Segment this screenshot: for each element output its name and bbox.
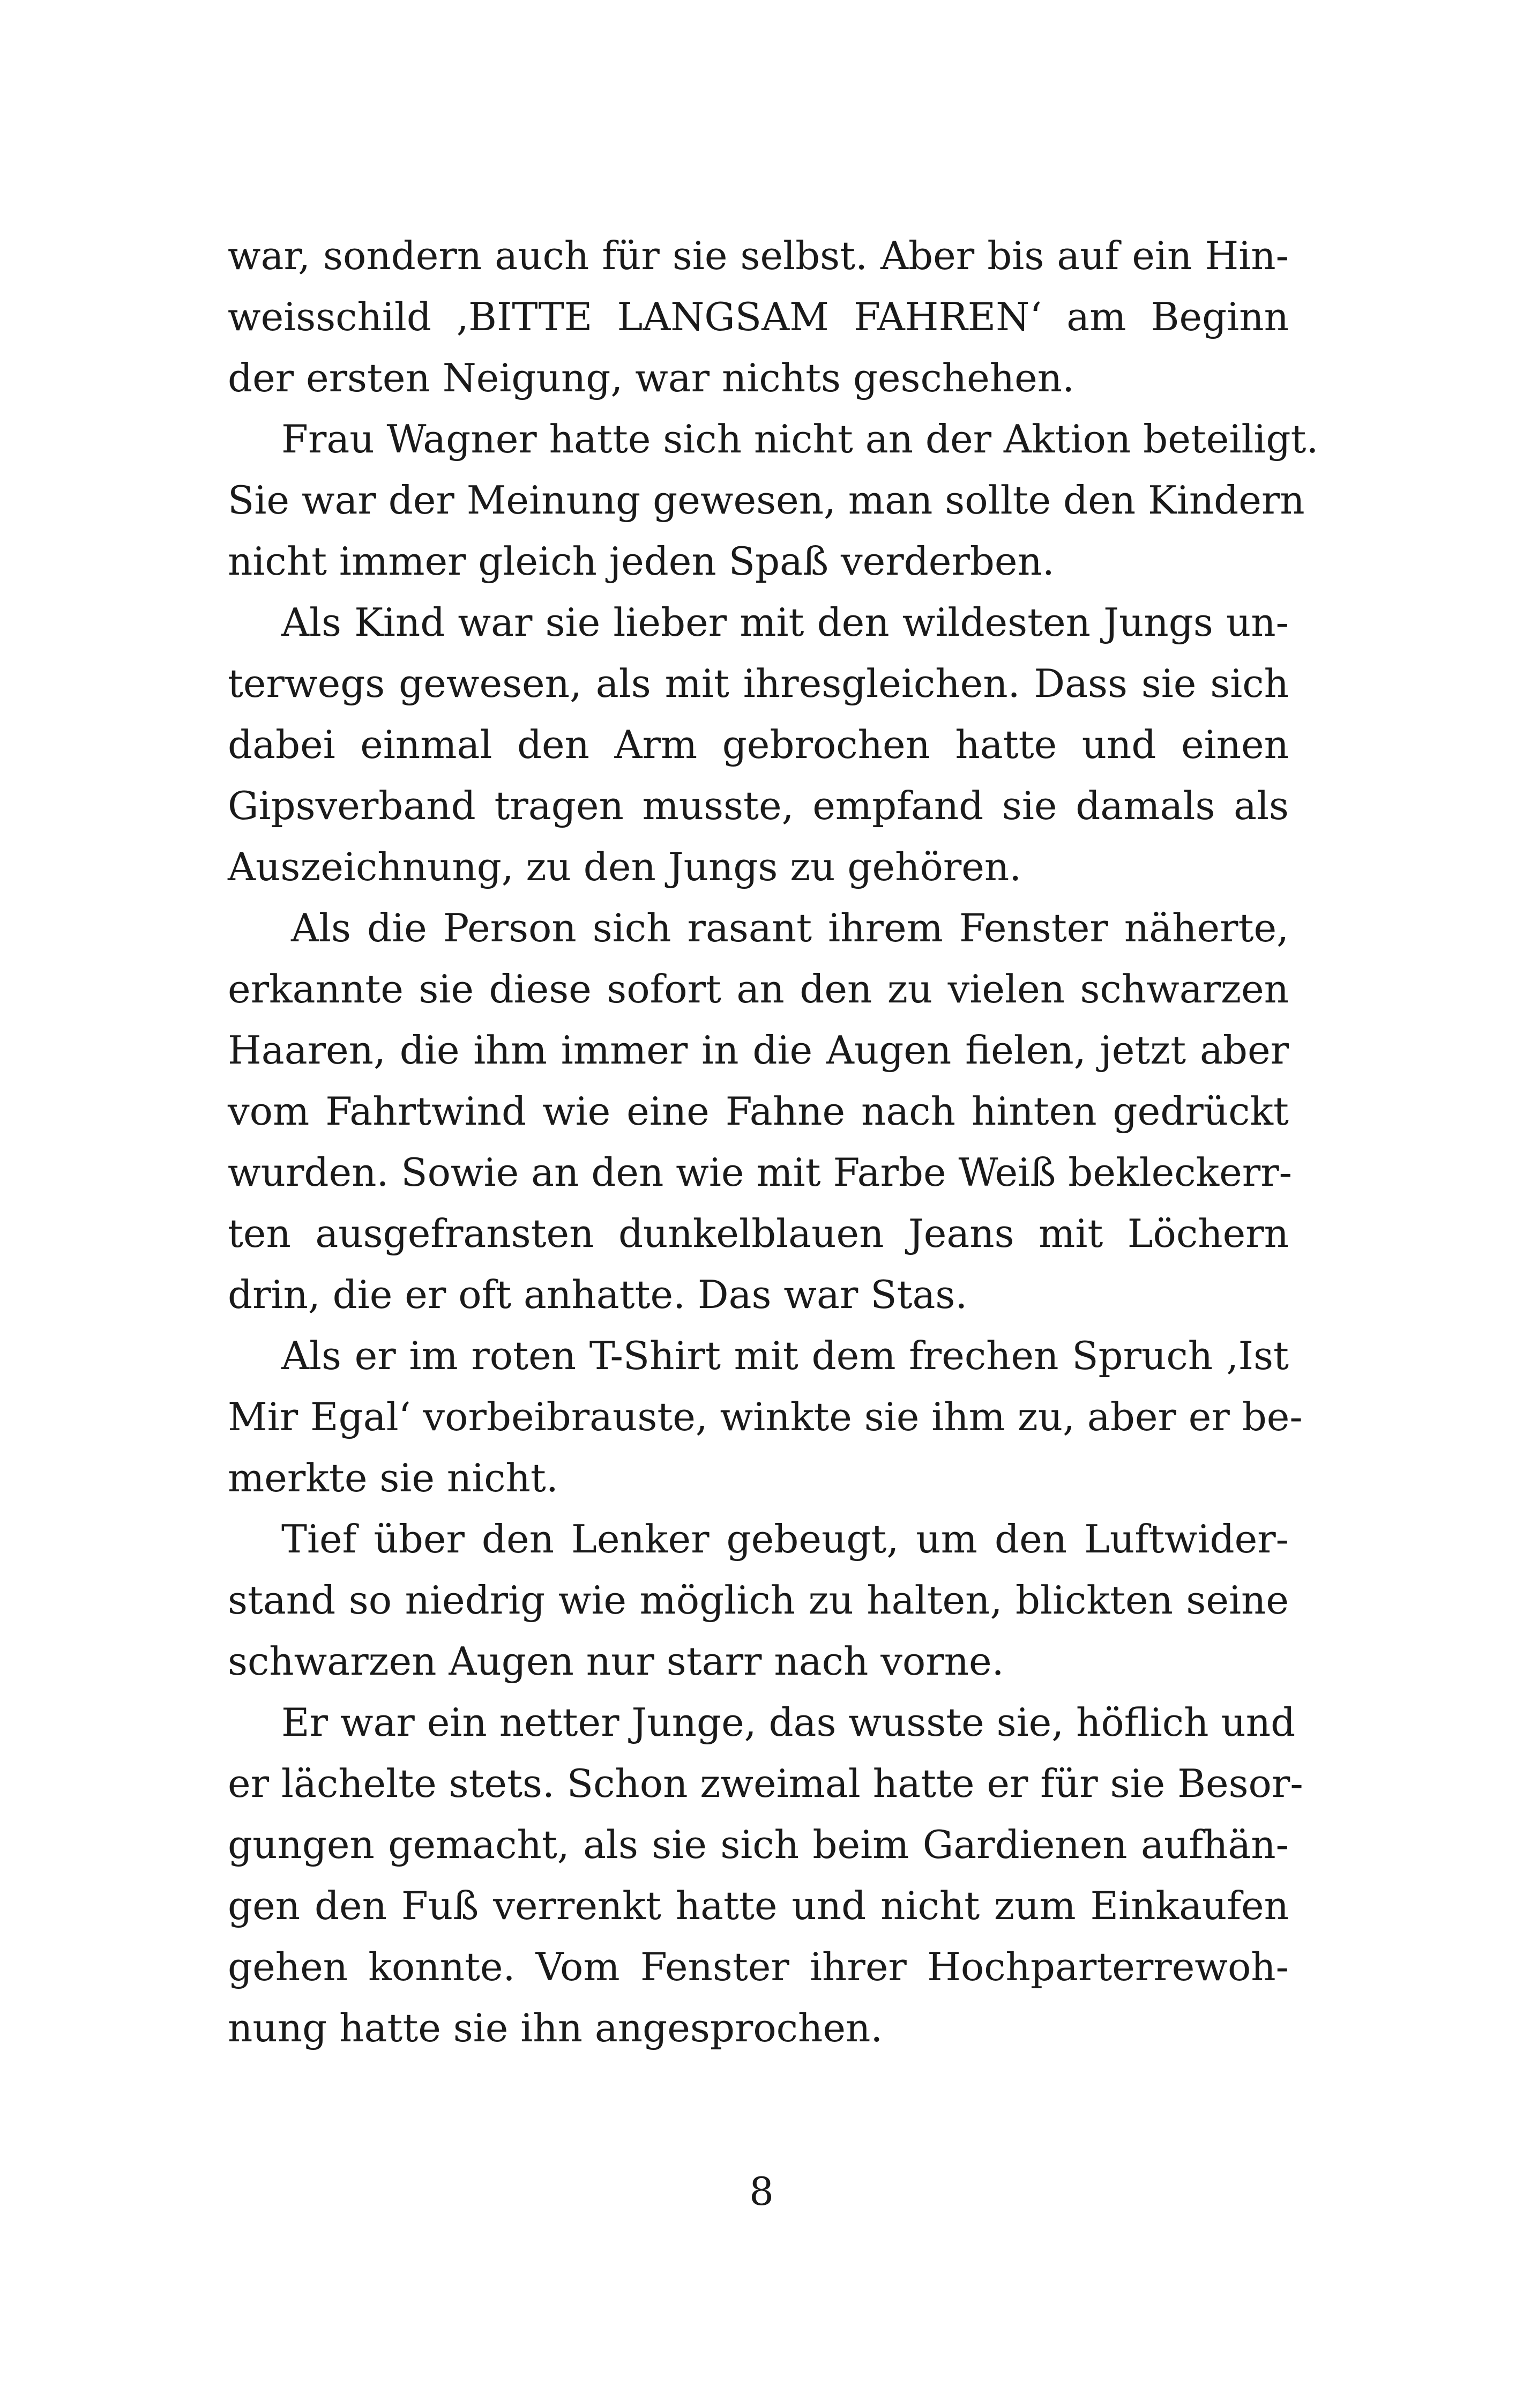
text-line: Frau Wagner hatte sich nicht an der Aktion beteiligt. <box>281 417 1319 462</box>
text-line: Auszeichnung, zu den Jungs zu gehören. <box>228 844 1022 889</box>
text-line: Als Kind war sie lieber mit den wildesten Jungs un- <box>281 600 1289 645</box>
text-line: war, sondern auch für sie selbst. Aber bis auf ein Hin- <box>228 233 1289 278</box>
page-number: 8 <box>749 2169 774 2214</box>
text-line: der ersten Neigung, war nichts geschehen. <box>228 355 1075 400</box>
text-line: Gipsverband tragen musste, empfand sie damals als <box>228 783 1289 828</box>
text-line: Sie war der Meinung gewesen, man sollte den Kindern <box>228 478 1305 523</box>
text-line: Er war ein netter Junge, das wusste sie, höflich und <box>281 1700 1296 1745</box>
text-line: dabei einmal den Arm gebrochen hatte und einen <box>228 722 1289 767</box>
text-line: vom Fahrtwind wie eine Fahne nach hinten gedrückt <box>228 1089 1289 1134</box>
text-line: wurden. Sowie an den wie mit Farbe Weiß bekleckerr- <box>228 1150 1292 1195</box>
text-line: gungen gemacht, als sie sich beim Gardienen aufhän- <box>228 1822 1289 1867</box>
text-line: er lächelte stets. Schon zweimal hatte er für sie Besor- <box>228 1761 1303 1806</box>
text-line: Als er im roten T-Shirt mit dem frechen Spruch ‚Ist <box>281 1333 1289 1378</box>
body-text <box>228 225 1319 2058</box>
text-line: Tief über den Lenker gebeugt, um den Luftwider- <box>281 1517 1289 1562</box>
text-line: Mir Egal‘ vorbeibrauste, winkte sie ihm zu, aber er be- <box>228 1394 1303 1439</box>
text-line: nung hatte sie ihn angesprochen. <box>228 2005 883 2050</box>
text-line: terwegs gewesen, als mit ihresgleichen. Dass sie sich <box>228 661 1289 706</box>
text-line: erkannte sie diese sofort an den zu vielen schwarzen <box>228 967 1289 1012</box>
text-line: Als die Person sich rasant ihrem Fenster näherte, <box>291 905 1289 950</box>
text-line: ten ausgefransten dunkelblauen Jeans mit Löchern <box>228 1211 1289 1256</box>
text-line: drin, die er oft anhatte. Das war Stas. <box>228 1272 968 1317</box>
text-line: nicht immer gleich jeden Spaß verderben. <box>228 539 1055 584</box>
text-line: weisschild ‚BITTE LANGSAM FAHREN‘ am Beginn <box>228 294 1289 339</box>
text-line: gen den Fuß verrenkt hatte und nicht zum Einkaufen <box>228 1883 1289 1928</box>
text-line: schwarzen Augen nur starr nach vorne. <box>228 1639 1004 1684</box>
text-line: Haaren, die ihm immer in die Augen fielen, jetzt aber <box>228 1028 1289 1073</box>
text-line: gehen konnte. Vom Fenster ihrer Hochparterrewoh- <box>228 1944 1289 1989</box>
text-line: stand so niedrig wie möglich zu halten, blickten seine <box>228 1578 1289 1623</box>
text-line: merkte sie nicht. <box>228 1455 558 1500</box>
